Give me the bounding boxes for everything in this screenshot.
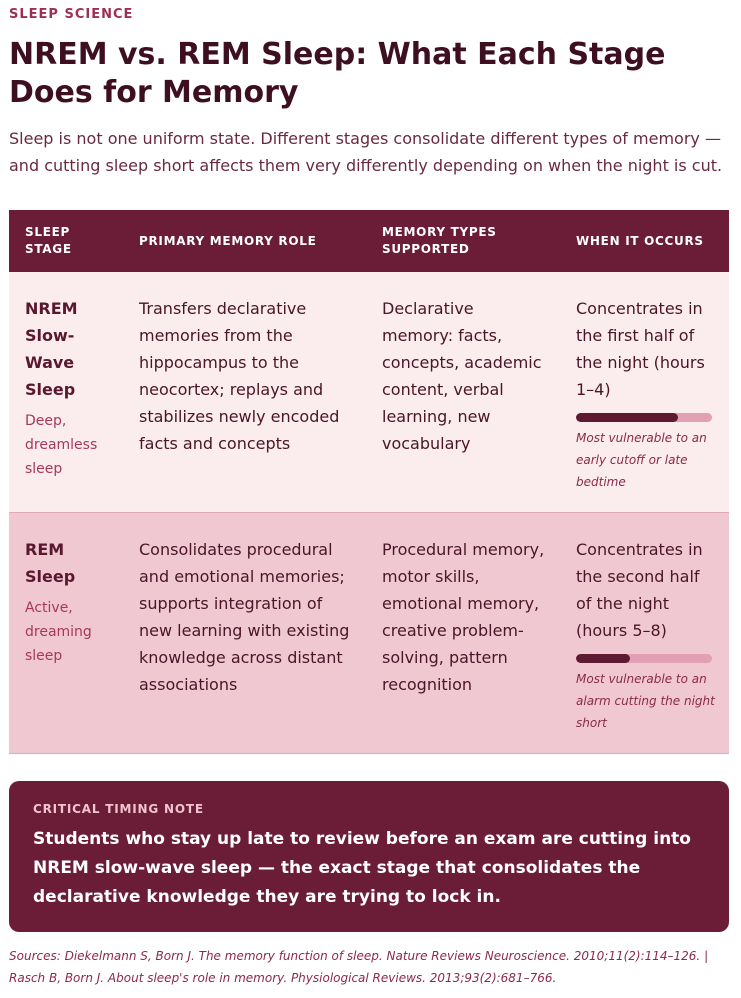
cell-types: Declarative memory: facts, concepts, academic content, verbal learning, new vocabulary [366, 272, 560, 513]
timing-bar-fill [576, 654, 630, 663]
header-primary-memory-role: PRIMARY MEMORY ROLE [123, 210, 366, 272]
table-header-row [9, 210, 729, 272]
note-text: Students who stay up late to review before an exam are cutting into NREM slow-wave sleep — the exact stage that consolidates the declarative knowledge they are trying to lock in. [33, 829, 691, 907]
header-memory-types: MEMORY TYPES SUPPORTED [366, 210, 560, 272]
cell-role: Transfers declarative memories from the hippocampus to the neocortex; replays and stabilizes newly encoded facts and concepts [123, 272, 366, 513]
cell-types: Procedural memory, motor skills, emotional memory, creative problem-solving, pattern recognition [366, 513, 560, 754]
timing-bar-fill [576, 413, 678, 422]
cell-timing [560, 513, 729, 754]
sleep-stages-table [9, 210, 729, 754]
cell-stage [9, 513, 123, 754]
eyebrow-label: SLEEP SCIENCE [9, 7, 134, 22]
note-label: CRITICAL TIMING NOTE [33, 802, 204, 816]
timing-bar-track [576, 654, 712, 663]
sources-citation: Sources: Diekelmann S, Born J. The memory function of sleep. Nature Reviews Neuroscience. 2010;11(2):114–126. | Rasch B, Born J. About sleep's role in memory. Physiological Reviews. 2013;93(2):681–766. [9, 949, 709, 985]
table-row-nrem [9, 272, 729, 513]
intro-paragraph: Sleep is not one uniform state. Different stages consolidate different types of memory — and cutting sleep short affects them very differently depending on when the night is cut. [9, 129, 723, 175]
cell-timing [560, 272, 729, 513]
stage-name: REM Sleep [25, 540, 76, 586]
stage-subtitle: Deep, dreamless sleep [25, 413, 98, 477]
article [0, 7, 741, 989]
header-when-it-occurs: WHEN IT OCCURS [560, 210, 729, 272]
cell-stage [9, 272, 123, 513]
critical-timing-note [9, 781, 729, 932]
timing-text: Concentrates in the first half of the night (hours 1–4) [576, 299, 705, 399]
page-title: NREM vs. REM Sleep: What Each Stage Does for Memory [9, 37, 666, 110]
table-row-rem [9, 513, 729, 754]
stage-name: NREM Slow-Wave Sleep [25, 299, 78, 399]
timing-bar-track [576, 413, 712, 422]
cell-role: Consolidates procedural and emotional memories; supports integration of new learning with existing knowledge across distant associations [123, 513, 366, 754]
header-sleep-stage: SLEEP STAGE [9, 210, 123, 272]
vulnerability-note: Most vulnerable to an early cutoff or late bedtime [576, 431, 707, 489]
timing-text: Concentrates in the second half of the night (hours 5–8) [576, 540, 703, 640]
stage-subtitle: Active, dreaming sleep [25, 600, 92, 664]
vulnerability-note: Most vulnerable to an alarm cutting the night short [576, 672, 715, 730]
